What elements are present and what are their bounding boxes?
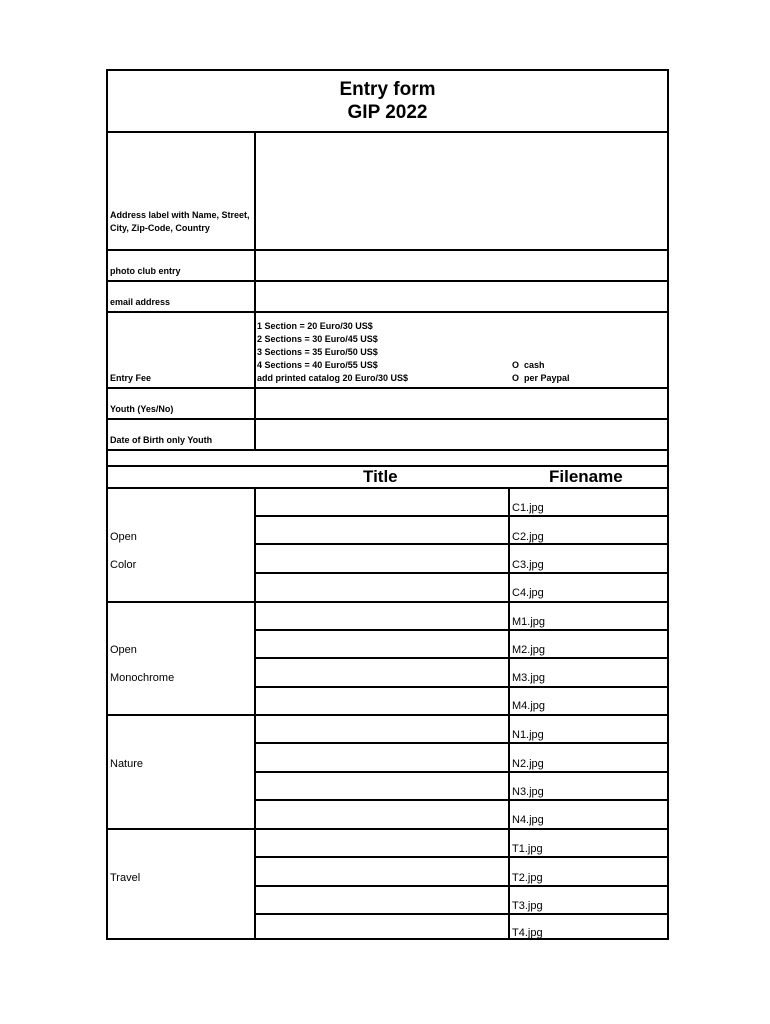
payment-paypal-option[interactable]: O per Paypal <box>512 373 570 383</box>
row-divider <box>254 686 667 688</box>
fee-line: add printed catalog 20 Euro/30 US$ <box>257 373 409 383</box>
dob-label: Date of Birth only Youth <box>110 435 213 445</box>
row-divider <box>254 771 667 773</box>
youth-label: Youth (Yes/No) <box>110 404 174 414</box>
fee-line: 2 Sections = 30 Euro/45 US$ <box>257 334 378 344</box>
row-divider <box>254 657 667 659</box>
row-divider <box>254 742 667 744</box>
divider <box>108 487 667 489</box>
title-column-header: Title <box>363 467 398 486</box>
fee-line: 1 Section = 20 Euro/30 US$ <box>257 321 373 331</box>
row-divider <box>254 629 667 631</box>
entry-form <box>106 69 669 940</box>
filename-cell: M3.jpg <box>512 672 546 684</box>
filename-cell: N3.jpg <box>512 786 544 798</box>
filename-cell: T4.jpg <box>512 927 543 939</box>
email-field[interactable] <box>256 282 667 311</box>
filename-cell: N2.jpg <box>512 758 544 770</box>
section-label-open-monochrome: Open <box>110 644 137 656</box>
filename-cell: T1.jpg <box>512 843 543 855</box>
filename-cell: N1.jpg <box>512 729 544 741</box>
section-label-nature: Nature <box>110 758 144 770</box>
section-label-open-color: Open <box>110 531 137 543</box>
dob-field[interactable] <box>256 420 667 449</box>
row-divider <box>254 515 667 517</box>
form-header <box>108 71 667 131</box>
section-divider <box>108 601 667 603</box>
filename-cell: C3.jpg <box>512 559 544 571</box>
section-divider <box>108 828 667 830</box>
filename-cell: N4.jpg <box>512 814 544 826</box>
section-label-open-color-sub: Color <box>110 559 137 571</box>
row-divider <box>254 856 667 858</box>
filename-cell: T3.jpg <box>512 900 543 912</box>
row-divider <box>254 543 667 545</box>
photo-club-label: photo club entry <box>110 266 181 276</box>
payment-cash-option[interactable]: O cash <box>512 360 545 370</box>
divider <box>108 311 667 313</box>
filename-cell: C2.jpg <box>512 531 544 543</box>
filename-cell: T2.jpg <box>512 872 543 884</box>
photo-club-field[interactable] <box>256 251 667 280</box>
form-title: Entry form <box>339 79 436 100</box>
row-divider <box>254 913 667 915</box>
filename-cell: M4.jpg <box>512 700 546 712</box>
filename-cell: M2.jpg <box>512 644 546 656</box>
fee-line: 3 Sections = 35 Euro/50 US$ <box>257 347 378 357</box>
address-field[interactable] <box>256 133 667 249</box>
divider <box>108 449 667 451</box>
row-divider <box>254 885 667 887</box>
filename-column-header: Filename <box>549 467 623 486</box>
form-subtitle: GIP 2022 <box>347 102 428 123</box>
address-label: Address label with Name, Street, City, Zip-Code, Country <box>110 210 250 233</box>
youth-field[interactable] <box>256 389 667 418</box>
row-divider <box>254 572 667 574</box>
filename-cell: C4.jpg <box>512 587 544 599</box>
row-divider <box>254 799 667 801</box>
fee-line: 4 Sections = 40 Euro/55 US$ <box>257 360 378 370</box>
section-divider <box>108 714 667 716</box>
email-label: email address <box>110 297 171 307</box>
section-label-travel: Travel <box>110 872 141 884</box>
entry-fee-label: Entry Fee <box>110 373 152 383</box>
filename-cell: M1.jpg <box>512 616 546 628</box>
section-label-open-monochrome-sub: Monochrome <box>110 672 175 684</box>
filename-cell: C1.jpg <box>512 502 544 514</box>
